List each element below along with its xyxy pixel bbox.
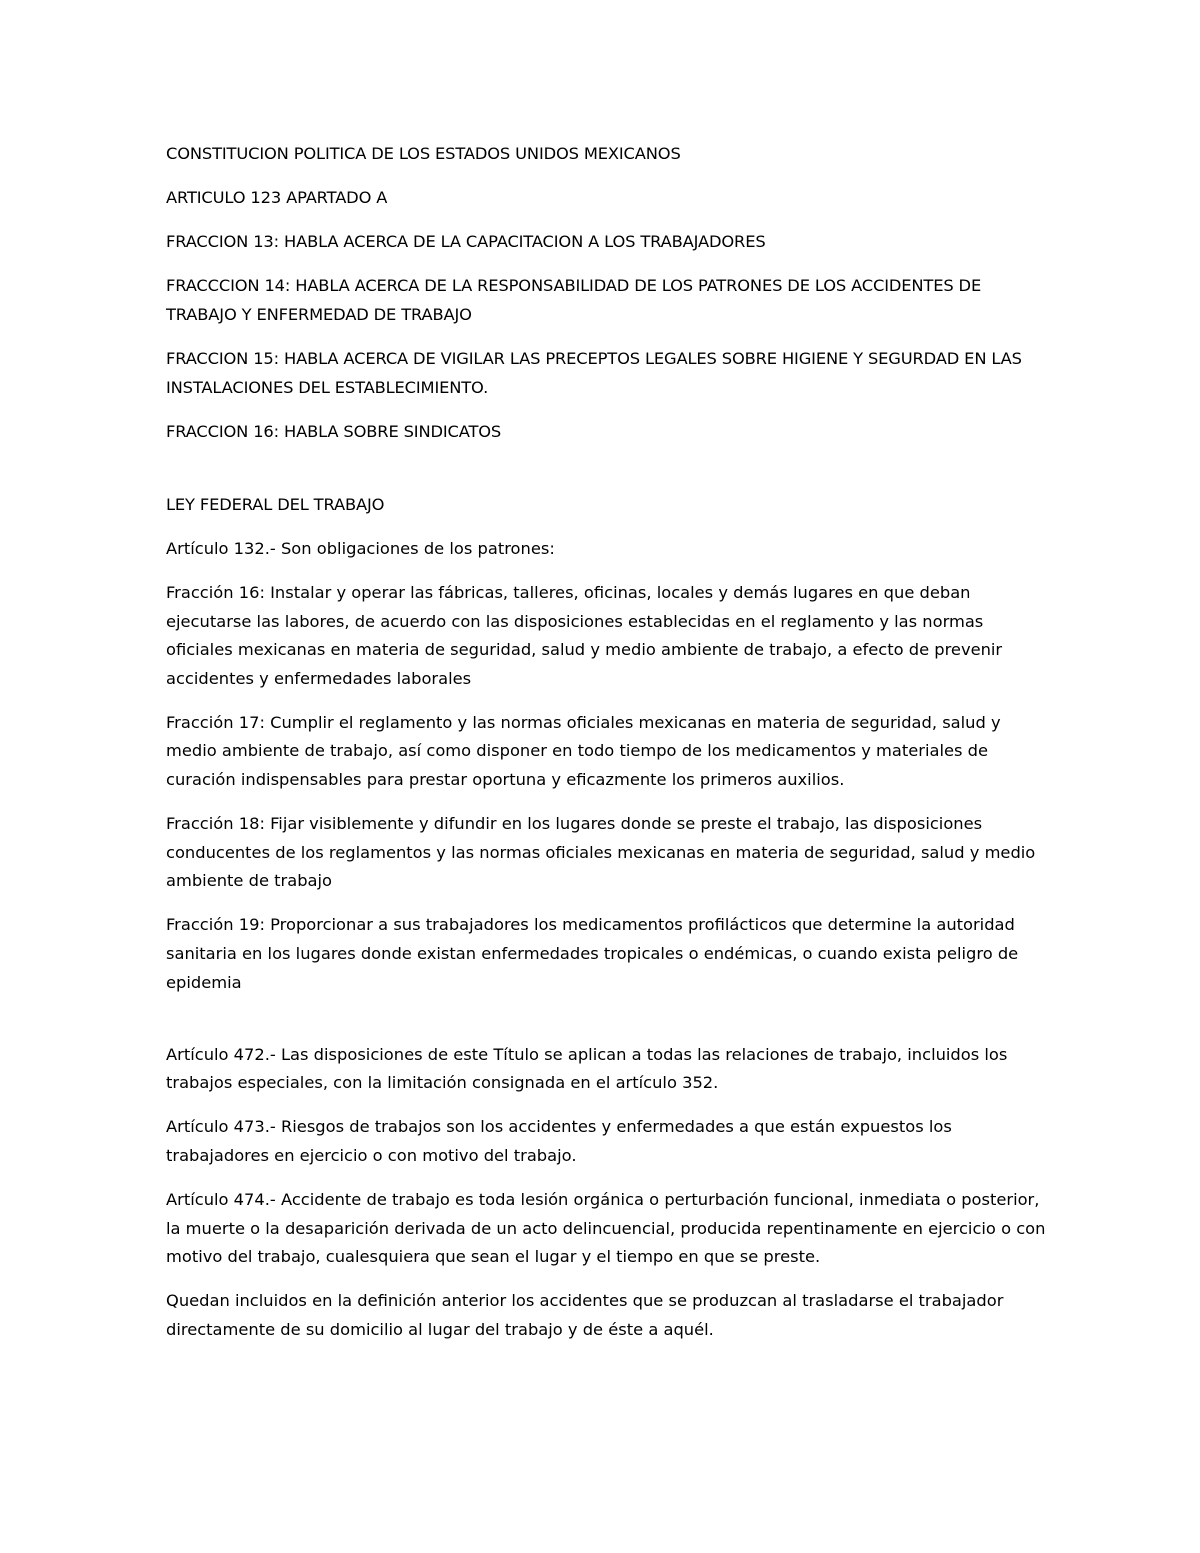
constitution-fraccion-13: FRACCION 13: HABLA ACERCA DE LA CAPACITACION A LOS TRABAJADORES [166,232,766,252]
article-474: Artículo 474.- Accidente de trabajo es toda lesión orgánica o perturbación funcional, inmediata o posterior, la muerte o la desaparición derivada de un acto delincuencial, producida repentinamente en ejercicio o con motivo del trabajo, cualesquiera que sean el lugar y el tiempo en que se preste. [166,1190,1046,1267]
constitution-fraccion-15: FRACCION 15: HABLA ACERCA DE VIGILAR LAS PRECEPTOS LEGALES SOBRE HIGIENE Y SEGURDAD EN LAS INSTALACIONES DEL ESTABLECIMIENTO. [166,348,1022,397]
constitution-title: CONSTITUCION POLITICA DE LOS ESTADOS UNIDOS MEXICANOS [166,144,681,163]
constitution-article: ARTICULO 123 APARTADO A [166,188,388,208]
article-132-heading: Artículo 132.- Son obligaciones de los patrones: [166,538,555,558]
article-473: Artículo 473.- Riesgos de trabajos son los accidentes y enfermedades a que están expuestos los trabajadores en ejercicio o con motivo del trabajo. [166,1117,952,1165]
article-472: Artículo 472.- Las disposiciones de este Título se aplican a todas las relaciones de trabajo, incluidos los trabajos especiales, con la limitación consignada en el artículo 352. [166,1044,1008,1093]
constitution-fraccion-16: FRACCION 16: HABLA SOBRE SINDICATOS [166,421,502,441]
article-474-continuation: Quedan incluidos en la definición anterior los accidentes que se produzcan al trasladarse el trabajador directamente de su domicilio al lugar del trabajo y de éste a aquél. [166,1291,1004,1339]
ley-fraccion-17: Fracción 17: Cumplir el reglamento y las normas oficiales mexicanas en materia de seguridad, salud y medio ambiente de trabajo, así como disponer en todo tiempo de los medicamentos y materiales de curación indispensables para prestar oportuna y eficazmente los primeros auxilios. [166,712,1001,789]
ley-federal-title: LEY FEDERAL DEL TRABAJO [166,494,385,514]
ley-fraccion-19: Fracción 19: Proporcionar a sus trabajadores los medicamentos profilácticos que determine la autoridad sanitaria en los lugares donde existan enfermedades tropicales o endémicas, o cuando exista peligro de epidemia [166,915,1019,992]
blank-line [166,462,1046,491]
constitution-fraccion-14: FRACCCION 14: HABLA ACERCA DE LA RESPONSABILIDAD DE LOS PATRONES DE LOS ACCIDENTES DE TRABAJO Y ENFERMEDAD DE TRABAJO [166,276,982,324]
blank-line [166,1013,1046,1041]
document-body [166,140,1046,1360]
ley-fraccion-18: Fracción 18: Fijar visiblemente y difundir en los lugares donde se preste el trabajo, las disposiciones conducentes de los reglamentos y las normas oficiales mexicanas en materia de seguridad, salud y medio ambiente de trabajo [166,814,1036,891]
ley-fraccion-16: Fracción 16: Instalar y operar las fábricas, talleres, oficinas, locales y demás lugares en que deban ejecutarse las labores, de acuerdo con las disposiciones establecidas en el reglamento y las normas oficiales mexicanas en materia de seguridad, salud y medio ambiente de trabajo, a efecto de prevenir accidentes y enfermedades laborales [166,582,1003,688]
